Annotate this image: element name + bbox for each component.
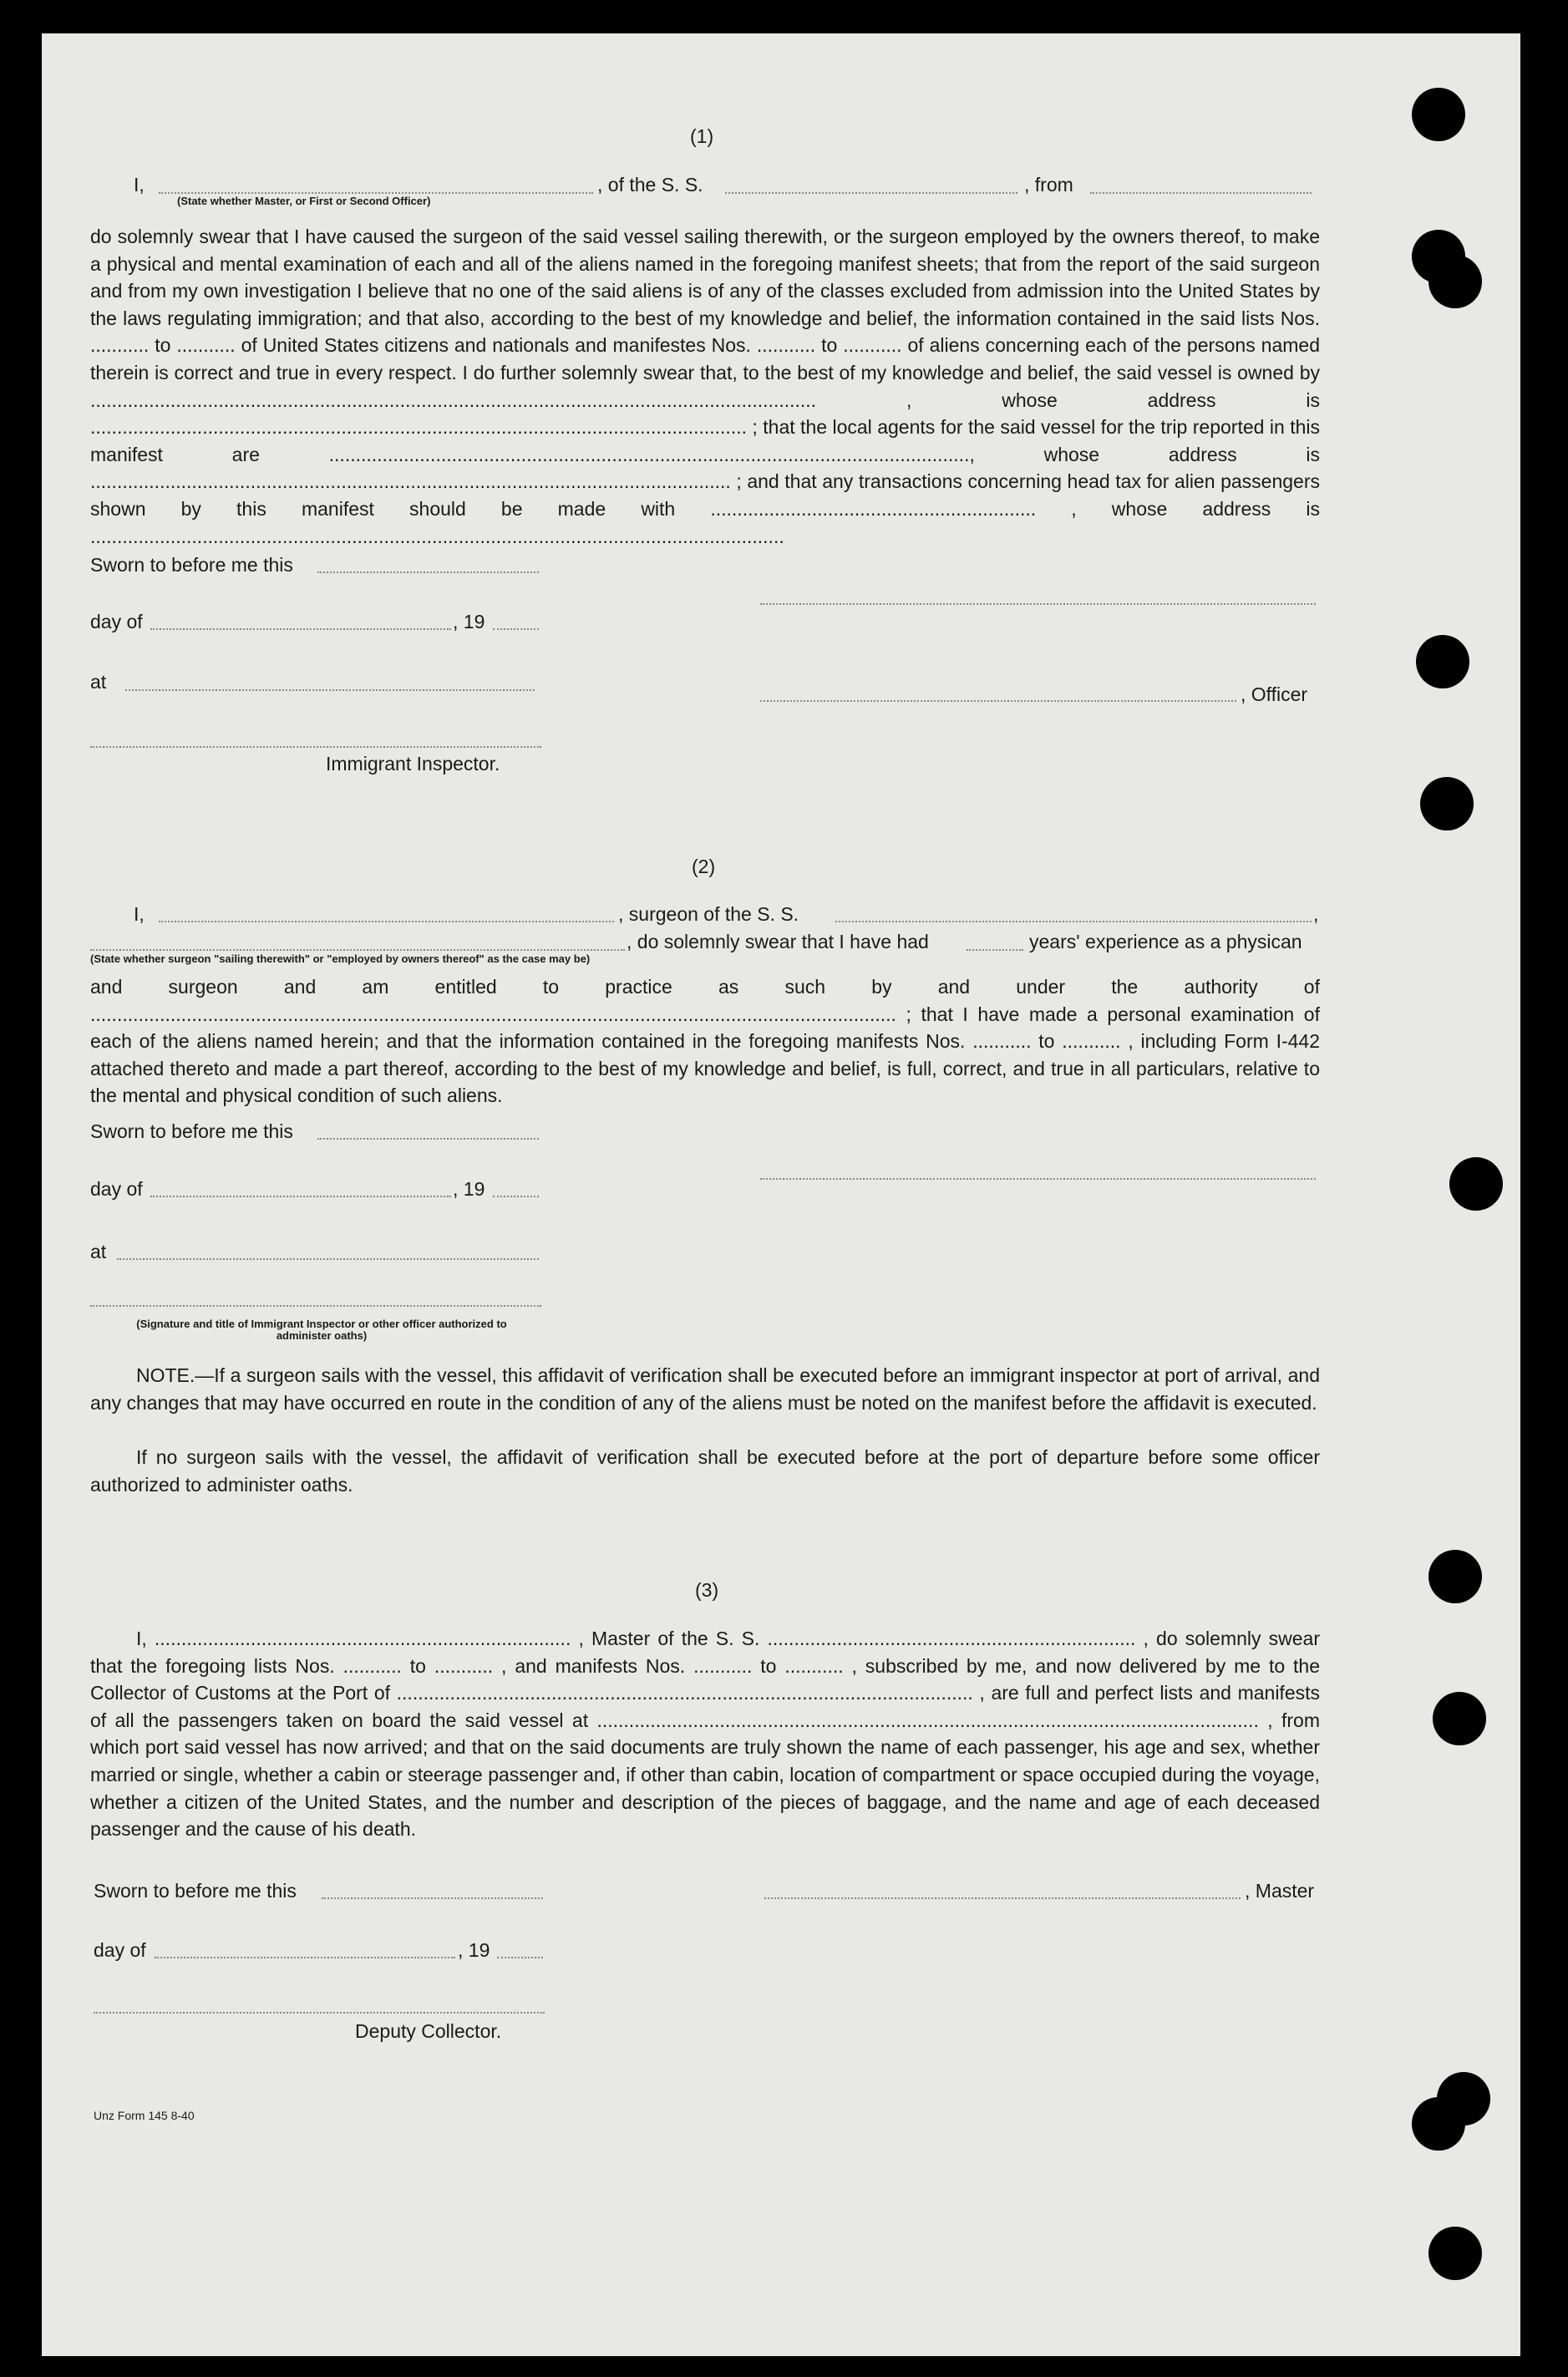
surgeon-comma: ,: [1313, 903, 1319, 925]
year-label-3: , 19: [458, 1939, 490, 1961]
years-field[interactable]: [967, 949, 1023, 951]
ship-name-field[interactable]: [725, 192, 1017, 194]
day-of-label-2: day of: [90, 1178, 143, 1200]
officer-name-field[interactable]: [159, 192, 593, 194]
year-label-2: , 19: [453, 1178, 485, 1200]
deputy-collector-label: Deputy Collector.: [355, 2020, 502, 2042]
surgeon-status-field[interactable]: [90, 949, 625, 951]
surgeon-signature-line[interactable]: [760, 1178, 1316, 1180]
years-experience-label: years' experience as a physican: [1029, 931, 1302, 952]
at-place-field-2[interactable]: [117, 1258, 539, 1260]
punch-hole: [1449, 1157, 1503, 1211]
master-label: , Master: [1245, 1880, 1315, 1902]
from-port-field[interactable]: [1090, 192, 1312, 194]
at-place-field[interactable]: [125, 689, 535, 691]
signature-caption: (Signature and title of Immigrant Inspector or other officer authorized to administer oaths): [136, 1318, 507, 1343]
year-field-3[interactable]: [497, 1957, 543, 1958]
section-2-number: (2): [692, 856, 716, 877]
month-field-2[interactable]: [150, 1196, 451, 1197]
sworn-date-field-3[interactable]: [322, 1897, 543, 1899]
year-field[interactable]: [493, 628, 539, 630]
section-3-number: (3): [695, 1579, 719, 1601]
note-paragraph-1: NOTE.—If a surgeon sails with the vessel, this affidavit of verification shall be executed before an immigrant inspector at port of arrival, and any changes that may have occurred en route in the condition of any of the aliens must be noted on the manifest before the affidavit is executed.: [90, 1364, 1320, 1414]
surgeon-of-label: , surgeon of the S. S.: [618, 903, 799, 925]
at-label-2: at: [90, 1241, 107, 1262]
surgeon-swear-label: , do solemnly swear that I have had: [627, 931, 929, 952]
section-1-oath-text: do solemnly swear that I have caused the surgeon of the said vessel sailing therewith, or the surgeon employed by the owners thereof, to make a physical and mental examination of each and all of the aliens named in the foregoing manifest sheets; that from the report of the said surgeon and from my own investigation I believe that no one of the said aliens is of any of the classes excluded from admission into the United States by the laws regulating immigration; and that also, according to the best of my knowledge and belief, the information contained in the said lists Nos. ........... to ........... of United States citizens and nationals and manifestes Nos. ........... to ........... of aliens concerning each of the persons named therein is correct and true in every respect. I do further solemnly swear that, to the best of my knowledge and belief, the said vessel is owned by ........................................................................................................................................ , whose address is ........................................................................................................................... ; that the local agents for the said vessel for the trip reported in this manifest are ........................................................................................................................, whose address is ........................................................................................................................ ; and that any transactions concerning head tax for alien passengers shown by this manifest should be made with ............................................................. , whose address is ..................................................................................................................................: [90, 226, 1320, 547]
punch-hole: [1433, 1692, 1486, 1745]
inspector-label: Immigrant Inspector.: [326, 753, 500, 775]
form-identifier: Unz Form 145 8-40: [94, 2109, 195, 2122]
master-signature-field[interactable]: [764, 1897, 1241, 1899]
day-of-label-3: day of: [94, 1939, 146, 1961]
at-label: at: [90, 671, 107, 693]
punch-hole: [1428, 1550, 1482, 1603]
punch-hole: [1428, 255, 1482, 308]
section-1-number: (1): [690, 125, 714, 147]
deputy-signature-field[interactable]: [94, 2012, 545, 2014]
day-of-label: day of: [90, 611, 143, 632]
surgeon-ship-field[interactable]: [835, 921, 1312, 922]
punch-hole: [1420, 777, 1474, 830]
surgeon-caption: (State whether surgeon "sailing therewith" or "employed by owners thereof" as the case may be): [90, 952, 591, 965]
section-2-oath-text: and surgeon and am entitled to practice as such by and under the authority of ....................................................................................................................................................... ; that I have made a personal examination of each of the aliens named herein; and that the information contained in the foregoing manifests Nos. ........... to ........... , including Form I-442 attached thereto and made a part thereof, according to the best of my knowledge and belief, is full, correct, and true in all particulars, relative to the mental and physical condition of such aliens.: [90, 976, 1320, 1107]
sworn-label-2: Sworn to before me this: [90, 1120, 293, 1142]
section-3-oath-text: I, .............................................................................. , Master of the S. S. ..................................................................... , do solemnly swear that the foregoing lists Nos. ........... to ........... , and manifests Nos. ........... to ........... , subscribed by me, and now delivered by me to the Collector of Customs at the Port of ............................................................................................................ , are full and perfect lists and manifests of all the passengers taken on board the said vessel at ............................................................................................................................ , from which port said vessel has now arrived; and that on the said documents are truly shown the name of each passenger, his age and sex, whether married or single, whether a cabin or steerage passenger and, if other than cabin, location of compartment or space occupied during the voyage, whether a citizen of the United States, and the number and description of the pieces of baggage, and the name and age of each deceased passenger and the cause of his death.: [90, 1628, 1320, 1841]
year-field-2[interactable]: [493, 1196, 539, 1197]
punch-hole: [1412, 2097, 1465, 2151]
from-label: , from: [1024, 174, 1073, 196]
sworn-date-field-2[interactable]: [317, 1138, 539, 1140]
punch-hole: [1428, 2227, 1482, 2280]
surgeon-name-field[interactable]: [159, 921, 614, 922]
section-2-opening: I,: [134, 903, 145, 925]
sworn-date-field[interactable]: [317, 571, 539, 573]
inspector-signature-field[interactable]: [90, 746, 541, 748]
signature-line[interactable]: [760, 603, 1316, 605]
sworn-label-3: Sworn to before me this: [94, 1880, 297, 1902]
month-field-3[interactable]: [155, 1957, 455, 1958]
punch-hole: [1416, 635, 1469, 688]
sworn-label: Sworn to before me this: [90, 554, 293, 576]
section-1-opening: I,: [134, 174, 145, 196]
month-field[interactable]: [150, 628, 451, 630]
punch-hole: [1412, 88, 1465, 141]
officer-label: , Officer: [1241, 683, 1308, 705]
inspector-signature-field-2[interactable]: [90, 1305, 541, 1307]
note-paragraph-2: If no surgeon sails with the vessel, the affidavit of verification shall be executed before at the port of departure before some officer authorized to administer oaths.: [90, 1446, 1320, 1496]
officer-signature-field[interactable]: [760, 700, 1236, 702]
year-label: , 19: [453, 611, 485, 632]
of-the-ss-label: , of the S. S.: [597, 174, 703, 196]
officer-caption: (State whether Master, or First or Second Officer): [177, 195, 431, 207]
